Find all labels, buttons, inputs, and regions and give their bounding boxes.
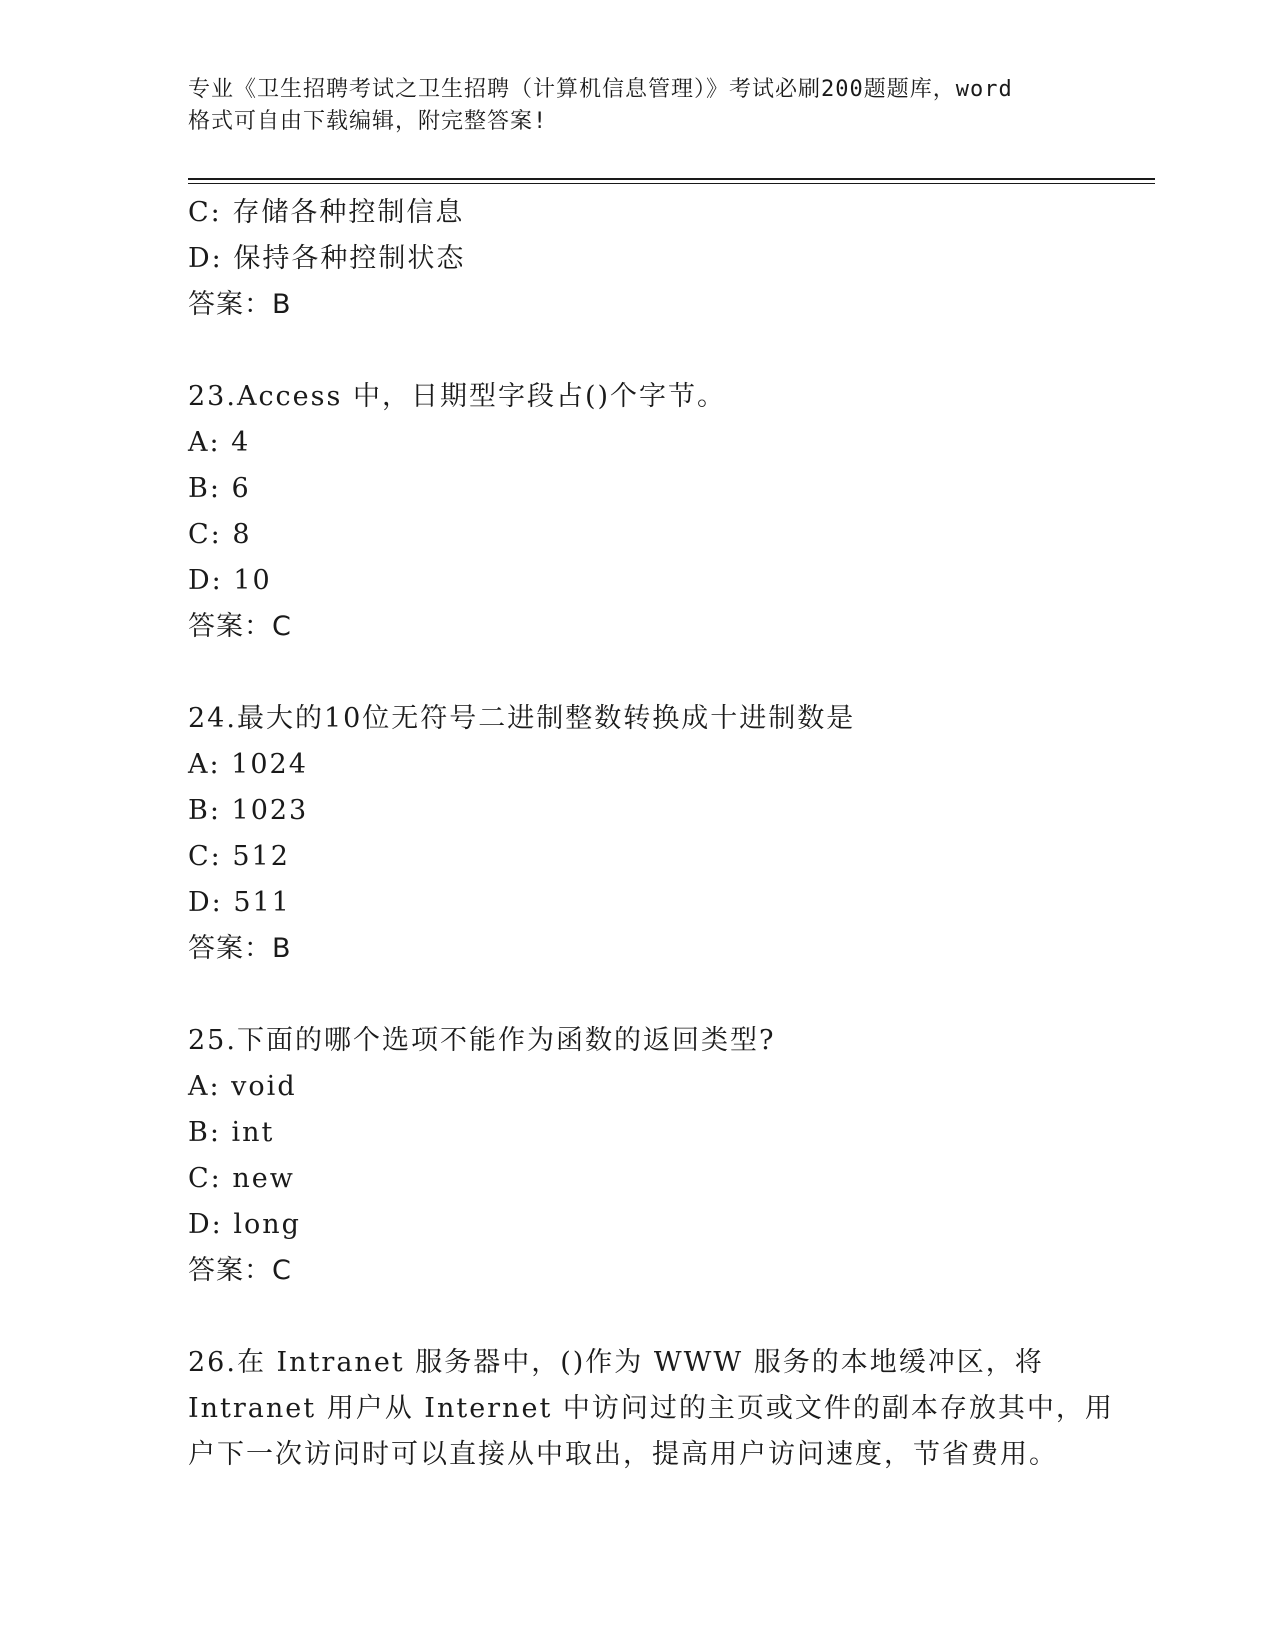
question-stem: 23.Access 中，日期型字段占()个字节。 xyxy=(188,381,727,412)
option-c: C: new xyxy=(188,1163,295,1194)
option-b: B: int xyxy=(188,1117,275,1148)
option-a: A: 4 xyxy=(188,427,251,458)
option-c: C: 存储各种控制信息 xyxy=(188,197,465,228)
document-header xyxy=(188,74,1088,138)
answer-line: 答案：C xyxy=(188,611,292,642)
option-d: D: 保持各种控制状态 xyxy=(188,243,466,274)
answer-line: 答案：B xyxy=(188,933,292,964)
option-b: B: 6 xyxy=(188,473,251,504)
option-a: A: void xyxy=(188,1071,297,1102)
question-stem-line-2: Intranet 用户从 Internet 中访问过的主页或文件的副本存放其中，用 xyxy=(188,1393,1114,1424)
option-b: B: 1023 xyxy=(188,795,309,826)
header-line-1: 专业《卫生招聘考试之卫生招聘（计算机信息管理）》考试必刷200题题库，word xyxy=(188,77,1013,102)
option-a: A: 1024 xyxy=(188,749,308,780)
question-stem: 24.最大的10位无符号二进制整数转换成十进制数是 xyxy=(188,703,856,734)
question-26 xyxy=(188,1340,1114,1478)
question-22-continued xyxy=(188,190,1088,328)
option-d: D: 10 xyxy=(188,565,272,596)
option-d: D: long xyxy=(188,1209,301,1240)
question-24 xyxy=(188,696,1088,972)
spacer xyxy=(188,1294,1088,1340)
question-stem: 25.下面的哪个选项不能作为函数的返回类型? xyxy=(188,1025,776,1056)
question-stem-line-1: 26.在 Intranet 服务器中，()作为 WWW 服务的本地缓冲区，将 xyxy=(188,1347,1044,1378)
answer-line: 答案：C xyxy=(188,1255,292,1286)
question-list xyxy=(188,190,1114,1478)
question-23 xyxy=(188,374,1088,650)
question-stem-line-3: 户下一次访问时可以直接从中取出，提高用户访问速度，节省费用。 xyxy=(188,1439,1058,1470)
header-line-2: 格式可自由下载编辑，附完整答案! xyxy=(188,109,548,134)
question-25 xyxy=(188,1018,1088,1294)
spacer xyxy=(188,328,1088,374)
header-rule-thin xyxy=(188,183,1155,184)
spacer xyxy=(188,972,1088,1018)
answer-line: 答案：B xyxy=(188,289,292,320)
option-d: D: 511 xyxy=(188,887,291,918)
option-c: C: 512 xyxy=(188,841,290,872)
header-rule-thick xyxy=(188,178,1155,180)
spacer xyxy=(188,650,1088,696)
option-c: C: 8 xyxy=(188,519,252,550)
